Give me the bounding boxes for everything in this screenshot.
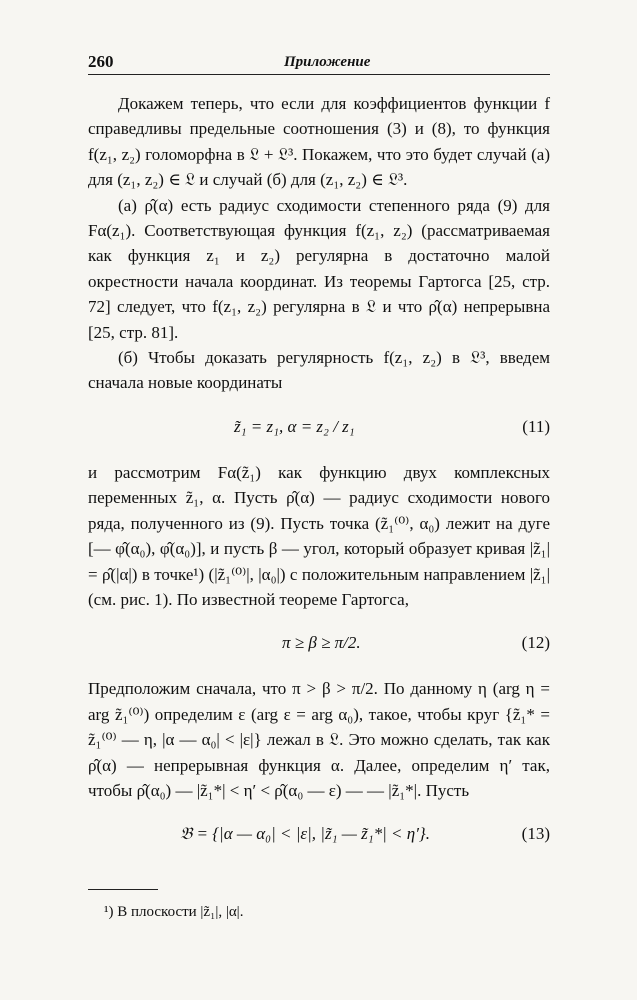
equation-13-number: (13)	[521, 824, 550, 844]
paragraph-case-a: (а) ρ̂(α) есть радиус сходимости степенного ряда (9) для Fα(z₁). Соответствующая функция f(z₁, z₂) (рассматриваемая как функция z₁ и z₂) регулярна в достаточно малой окрестности начала координат. Из теоремы Гартогса [25, стр. 72] следует, что f(z₁, z₂) регулярна в 𝔏 и что ρ̂(α) непрерывна [25, стр. 81].	[88, 195, 550, 342]
paragraph-suppose: Предположим сначала, что π > β > π/2. По данному η (arg η = arg z̃₁⁽⁰⁾) определим ε (arg ε = arg α₀), такое, чтобы круг {z̃₁* = z̃₁⁽⁰⁾ — η, |α — α₀| < |ε|} лежал в 𝔏. Это можно сделать, так как ρ̂(α) — непрерывная функция α. Далее, определим η′ так, чтобы ρ̂(α₀) — |z̃₁*| < η′ < ρ̂(α₀ — ε) — — |z̃₁*|. Пусть	[88, 679, 550, 800]
equation-12-expression: π ≥ β ≥ π/2.	[282, 633, 361, 653]
equation-13	[88, 803, 550, 867]
equation-11	[88, 396, 550, 460]
paragraph-case-b: (б) Чтобы доказать регулярность f(z₁, z₂) в 𝔏³, введем сначала новые координаты	[88, 348, 550, 393]
paragraph-consider: и рассмотрим Fα(z̃₁) как функцию двух комплексных переменных z̃₁, α. Пусть ρ̂(α) — радиус сходимости нового ряда, полученного из (9). Пусть точка (z̃₁⁽⁰⁾, α₀) лежит на дуге [— φ̂(α₀), φ̂(α₀)], и пусть β — угол, который образует кривая |z̃₁| = ρ̂(|α|) в точке¹) (|z̃₁⁽⁰⁾|, |α₀|) с положительным направлением |z̃₁| (см. рис. 1). По известной теореме Гартогса,	[88, 462, 550, 609]
running-title: Приложение	[284, 54, 371, 70]
footnote-rule	[88, 889, 158, 890]
equation-11-expression: z̃₁ = z₁, α = z₂ / z₁	[234, 416, 355, 436]
footnote: ¹) В плоскости |z̃₁|, |α|.	[104, 904, 244, 921]
equation-12	[88, 612, 550, 676]
equation-12-number: (12)	[521, 633, 550, 653]
running-head	[88, 48, 550, 75]
equation-11-number: (11)	[522, 416, 550, 436]
paragraph-intro: Докажем теперь, что если для коэффициентов функции f справедливы предельные соотношения (3) и (8), то функция f(z₁, z₂) голоморфна в 𝔏 + 𝔏³. Покажем, что это будет случай (а) для (z₁, z₂) ∈ 𝔏 и случай (б) для (z₁, z₂) ∈ 𝔏³.	[88, 94, 550, 190]
page-body	[88, 91, 550, 926]
page-number: 260	[88, 52, 114, 71]
equation-13-expression: 𝔅 = {|α — α₀| < |ε|, |z̃₁ — z̃₁*| < η′}.	[180, 824, 430, 844]
